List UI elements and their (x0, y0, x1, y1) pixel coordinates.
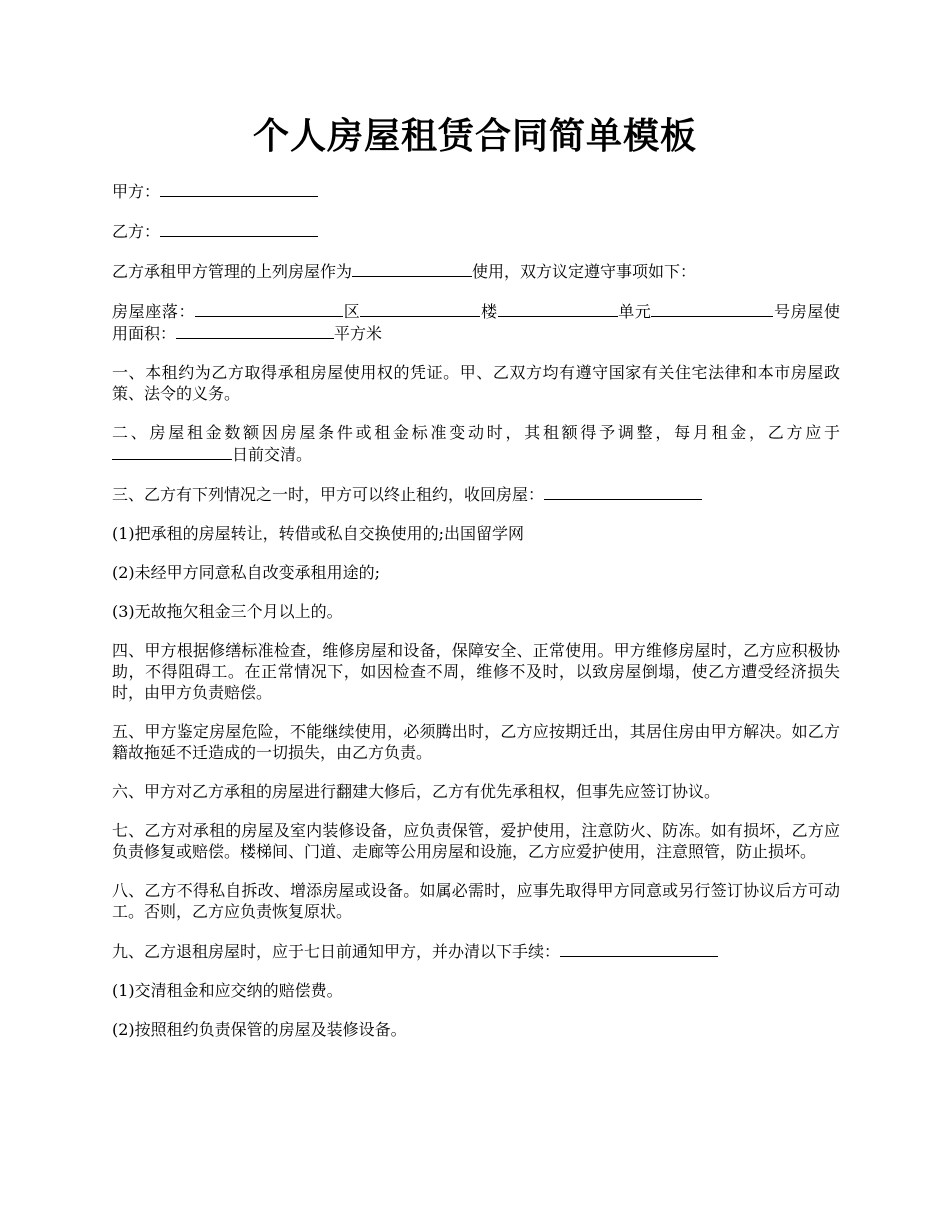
clause-4: 四、甲方根据修缮标准检查，维修房屋和设备，保障安全、正常使用。甲方维修房屋时，乙方应积极协助，不得阻碍工。在正常情况下，如因检查不周，维修不及时，以致房屋倒塌，使乙方遭受经济损失时，由甲方负责赔偿。 (112, 641, 840, 702)
use-intro-before: 乙方承租甲方管理的上列房屋作为 (112, 262, 353, 281)
document-body (112, 180, 840, 1058)
number-area-label: 号房屋使用面积： (112, 302, 840, 343)
clause-9-text: 九、乙方退租房屋时，应于七日前通知甲方，并办清以下手续： (112, 942, 561, 961)
clause-7: 七、乙方对承租的房屋及室内装修设备，应负责保管，爱护使用，注意防火、防冻。如有损坏，乙方应负责修复或赔偿。楼梯间、门道、走廊等公用房屋和设施，乙方应爱护使用，注意照管，防止损坏。 (112, 821, 840, 861)
clause-3-item: (1)把承租的房屋转让，转借或私自交换使用的;出国留学网 (112, 524, 525, 543)
party-a-label: 甲方： (112, 182, 161, 201)
unit-label: 单元 (617, 302, 652, 321)
clause-9-blank (560, 940, 718, 957)
district-blank (360, 300, 480, 317)
use-purpose-blank (352, 260, 472, 277)
clause-3-item: (3)无故拖欠租金三个月以上的。 (112, 602, 343, 621)
area-blank (176, 322, 334, 339)
clause-3-blank (544, 483, 702, 500)
location-blank (195, 300, 343, 317)
clause-9-item: (2)按照租约负责保管的房屋及装修设备。 (112, 1020, 407, 1039)
party-b-line (112, 220, 840, 242)
unit-blank (651, 300, 773, 317)
use-intro-after: 使用，双方议定遵守事项如下： (472, 262, 697, 281)
party-a-line (112, 180, 840, 202)
clause-3 (112, 483, 840, 505)
clause-5: 五、甲方鉴定房屋危险，不能继续使用，必须腾出时，乙方应按期迁出，其居住房由甲方解决。如乙方籍故拖延不迁造成的一切损失，由乙方负责。 (112, 722, 840, 762)
building-label: 楼 (480, 302, 498, 321)
clause-3-item: (2)未经甲方同意私自改变承租用途的; (112, 563, 381, 582)
clause-2-after: 日前交清。 (232, 445, 313, 464)
building-blank (498, 300, 618, 317)
clause-2-before: 二、房屋租金数额因房屋条件或租金标准变动时，其租额得予调整，每月租金，乙方应于 (112, 423, 840, 442)
area-unit-label: 平方米 (334, 324, 383, 343)
document-title: 个人房屋租赁合同简单模板 (252, 115, 697, 157)
party-b-blank (160, 220, 318, 237)
use-intro-line (112, 260, 840, 282)
rent-date-blank (112, 443, 232, 460)
location-paragraph (112, 300, 840, 344)
clause-6: 六、甲方对乙方承租的房屋进行翻建大修后，乙方有优先承租权，但事先应签订协议。 (112, 782, 721, 801)
clause-8: 八、乙方不得私自拆改、增添房屋或设备。如属必需时，应事先取得甲方同意或另行签订协议后方可动工。否则，乙方应负责恢复原状。 (112, 881, 840, 921)
clause-3-text: 三、乙方有下列情况之一时，甲方可以终止租约，收回房屋： (112, 485, 545, 504)
clause-1: 一、本租约为乙方取得承租房屋使用权的凭证。甲、乙双方均有遵守国家有关住宅法律和本市房屋政策、法令的义务。 (112, 363, 840, 403)
district-label: 区 (343, 302, 361, 321)
clause-2 (112, 422, 840, 465)
party-a-blank (160, 180, 318, 197)
location-label: 房屋座落： (112, 302, 196, 321)
party-b-label: 乙方： (112, 222, 161, 241)
clause-9 (112, 940, 840, 962)
clause-9-item: (1)交清租金和应交纳的赔偿费。 (112, 981, 343, 1000)
